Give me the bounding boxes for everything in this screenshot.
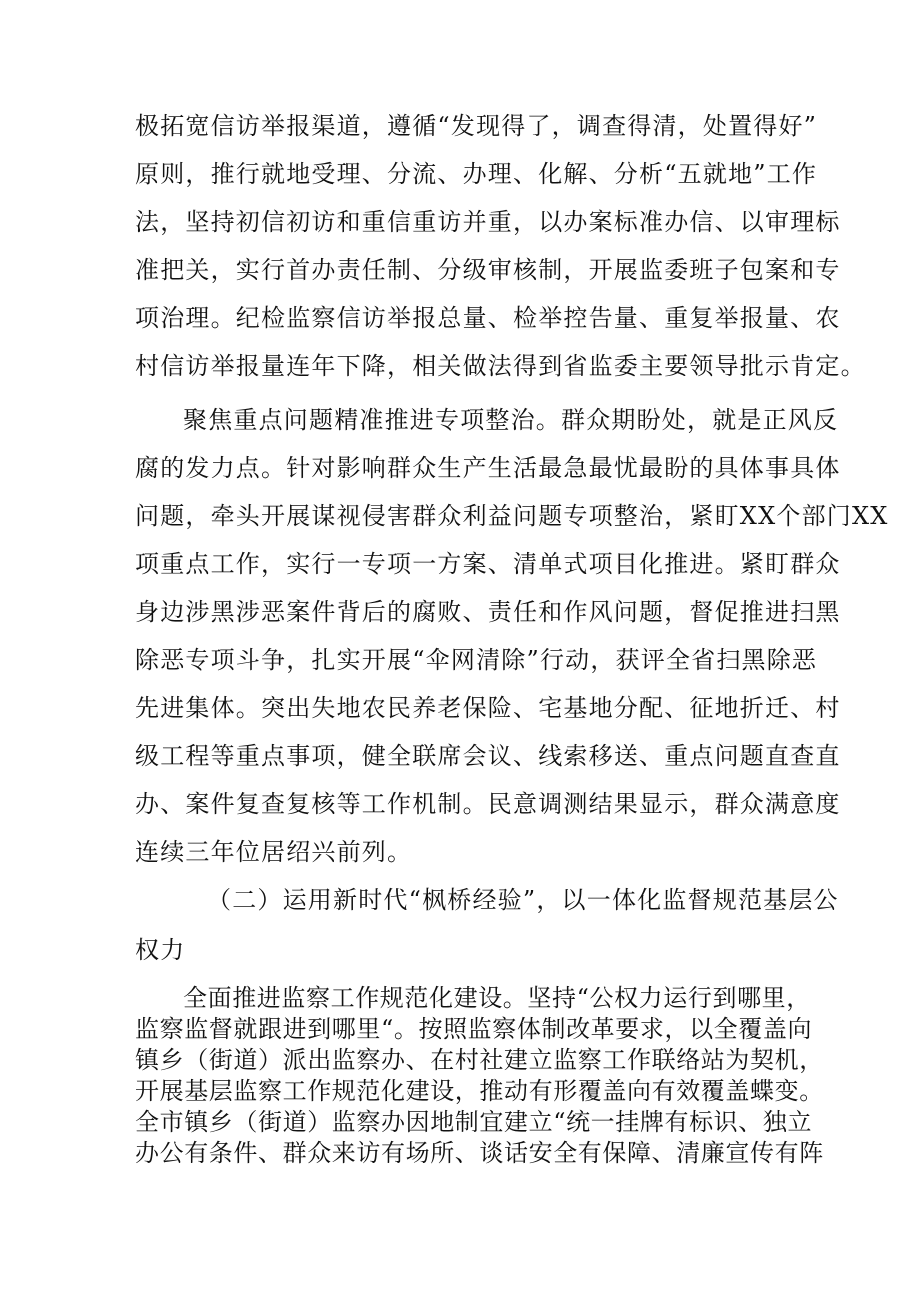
paragraph-special-rectification <box>135 396 889 876</box>
text-line: 级工程等重点事项，健全联席会议、线索移送、重点问题直查直 <box>135 742 841 770</box>
text-line: 办、案件复查复核等工作机制。民意调测结果显示，群众满意度 <box>135 790 841 818</box>
text-line: 先进集体。突出失地农民养老保险、宅基地分配、征地折迁、村 <box>135 694 841 722</box>
text-line: 全面推进监察工作规范化建设。坚持“公权力运行到哪里， <box>183 984 811 1012</box>
text-line: 准把关，实行首办责任制、分级审核制，开展监委班子包案和专 <box>135 256 841 284</box>
text-line: 原则，推行就地受理、分流、办理、化解、分析“五就地”工作 <box>135 160 818 188</box>
text-line: 连续三年位居绍兴前列。 <box>135 838 413 866</box>
heading-line: 权力 <box>135 936 186 964</box>
text-line: 除恶专项斗争，扎实开展“伞网清除”行动，获评全省扫黑除恶 <box>135 646 818 674</box>
text-line: 腐的发力点。针对影响群众生产生活最急最忧最盼的具体事具体 <box>135 454 841 482</box>
heading-line: （二）运用新时代“枫桥经验”，以一体化监督规范基层公 <box>207 886 839 914</box>
text-line: 全市镇乡（街道）监察办因地制宜建立“统一挂牌有标识、独立 <box>135 1108 813 1136</box>
text-line: 身边涉黑涉恶案件背后的腐败、责任和作风问题，督促推进扫黑 <box>135 598 841 626</box>
paragraph-supervision <box>135 983 824 1169</box>
text-line: 项重点工作，实行一专项一方案、清单式项目化推进。紧盯群众 <box>135 550 841 578</box>
text-line: 问题，牵头开展谋视侵害群众利益问题专项整治，紧盯XX个部门XX <box>135 502 889 530</box>
paragraph-continued <box>135 102 866 390</box>
text-line: 镇乡（街道）派出监察办、在村社建立监察工作联络站为契机， <box>135 1046 824 1074</box>
text-line: 村信访举报量连年下降，相关做法得到省监委主要领导批示肯定。 <box>135 352 866 380</box>
section-heading <box>135 876 839 974</box>
text-line: 项治理。纪检监察信访举报总量、检举控告量、重复举报量、农 <box>135 304 841 332</box>
text-line: 开展基层监察工作规范化建设，推动有形覆盖向有效覆盖蝶变。 <box>135 1077 824 1105</box>
text-line: 极拓宽信访举报渠道，遵循“发现得了，调查得清，处置得好” <box>135 112 818 140</box>
text-line: 办公有条件、群众来访有场所、谈话安全有保障、清廉宣传有阵 <box>135 1139 824 1167</box>
text-line: 聚焦重点问题精准推进专项整治。群众期盼处，就是正风反 <box>183 406 839 434</box>
text-line: 监察监督就跟进到哪里“。按照监察体制改革要求，以全覆盖向 <box>135 1015 813 1043</box>
text-line: 法，坚持初信初访和重信重访并重，以办案标准办信、以审理标 <box>135 208 841 236</box>
